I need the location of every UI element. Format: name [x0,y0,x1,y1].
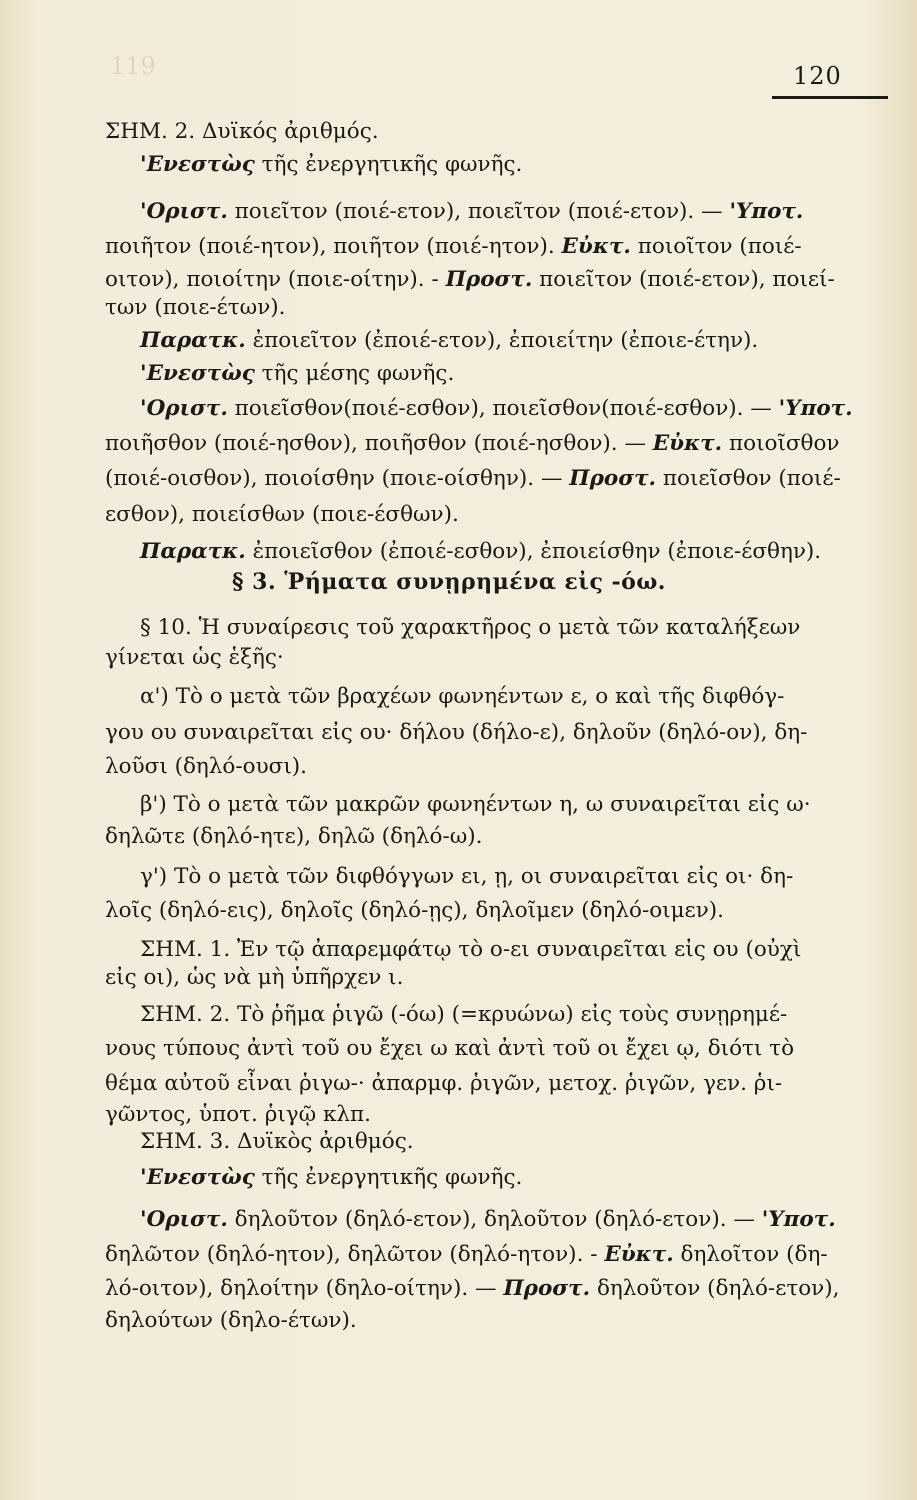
text-line [140,1127,890,1157]
line-text: δηλούτων (δηλο-έτων). [105,1308,357,1333]
bold-term: Παρατκ. [140,328,246,353]
bold-term: 'Υποτ. [729,199,804,224]
text-line [105,752,855,782]
bold-term: Παρατκ. [140,539,246,564]
line-text: δηλοῖτον (δη- [673,1242,828,1267]
line-text: ποιῆσθον (ποιέ-ησθον), ποιῆσθον (ποιέ-ησθον). — [105,431,653,456]
line-text: ἐποιεῖσθον (ἐποιέ-εσθον), ἐποιείσθην (ἐποιε-έσθην). [245,539,822,564]
line-text: γῶντος, ὑποτ. ῥιγῷ κλπ. [105,1102,372,1127]
bold-term: Εὐκτ. [561,234,631,259]
text-line [105,265,855,295]
line-text: ΣΗΜ. 2. Δυϊκός ἀριθμός. [105,119,379,144]
line-text: ποιεῖσθον (ποιέ- [656,466,841,491]
text-line [140,1000,890,1030]
line-text: δηλῶτε (δηλό-ητε), δηλῶ (δηλό-ω). [105,824,483,849]
text-line [105,718,855,748]
line-text: γίνεται ὡς ἑξῆς· [105,645,284,670]
line-text: ποιοῖτον (ποιέ- [630,234,802,259]
line-text: ποιεῖτον (ποιέ-ετον), ποιεί- [532,267,835,292]
text-line [105,822,855,852]
text-line [105,1034,855,1064]
text-line [105,464,855,494]
line-text: ΣΗΜ. 1. Ἐν τῷ ἀπαρεμφάτῳ τὸ ο-ει συναιρεῖται εἰς ου (οὐχὶ [140,937,802,962]
text-line [140,1163,890,1193]
section-heading: § 3. Ῥήματα συνῃρημένα εἰς -όω. [232,569,666,595]
line-text: οιτον), ποιοίτην (ποιε-οίτην). - [105,267,446,292]
bold-term: 'Ενεστὼς [140,1165,255,1190]
text-line [140,537,890,567]
bold-term: 'Οριστ. [140,1207,228,1232]
line-text: λοῦσι (δηλό-ουσι). [105,754,307,779]
line-text: δηλῶτον (δηλό-ητον), δηλῶτον (δηλό-ητον). - [105,1242,605,1267]
text-line [105,1306,855,1336]
bold-term: 'Ενεστὼς [140,152,255,177]
line-text: ποιῆτον (ποιέ-ητον), ποιῆτον (ποιέ-ητον). [105,234,562,259]
line-text: λό-οιτον), δηλοίτην (δηλο-οίτην). — [105,1276,504,1301]
line-text: εἰς οι), ὡς νὰ μὴ ὑπῆρχεν ι. [105,965,404,990]
text-line [140,394,890,424]
line-text: ποιοῖσθον [722,431,840,456]
line-text: νους τύπους ἀντὶ τοῦ ου ἔχει ω καὶ ἀντὶ τοῦ οι ἔχει ῳ, διότι τὸ [105,1036,795,1061]
bold-term: Προστ. [503,1276,591,1301]
line-text: ΣΗΜ. 3. Δυϊκὸς ἀριθμός. [140,1129,414,1154]
line-text: α') Τὸ ο μετὰ τῶν βραχέων φωνηέντων ε, ο καὶ τῆς διφθόγ- [140,684,785,709]
line-text: (ποιέ-οισθον), ποιοίσθην (ποιε-οίσθην). — [105,466,570,491]
bold-term: 'Οριστ. [140,199,228,224]
text-line [140,790,890,820]
line-text: δηλοῦτον (δηλό-ετον), δηλοῦτον (δηλό-ετον). — [227,1207,762,1232]
line-text: γ') Τὸ ο μετὰ τῶν διφθόγγων ει, ῃ, οι συναιρεῖται εἰς οι· δη- [140,864,794,889]
line-text: των (ποιε-έτων). [105,295,286,320]
bold-term: Προστ. [569,466,657,491]
text-line [105,1274,855,1304]
text-line [105,232,855,262]
text-line [105,1240,855,1270]
text-line [105,896,855,926]
line-text: τῆς ἐνεργητικῆς φωνῆς. [254,152,523,177]
bold-term: 'Υποτ. [778,396,853,421]
text-line [105,429,855,459]
show-through-page-number: 119 [110,52,156,80]
text-line [140,150,890,180]
line-text: εσθον), ποιείσθων (ποιε-έσθων). [105,502,459,527]
line-text: ἐποιεῖτον (ἐποιέ-ετον), ἐποιείτην (ἐποιε-έτην). [245,328,759,353]
text-line [140,613,890,643]
line-text: θέμα αὐτοῦ εἶναι ῥιγω-· ἀπαρμφ. ῥιγῶν, μετοχ. ῥιγῶν, γεν. ῥι- [105,1071,783,1096]
bold-term: Εὐκτ. [604,1242,674,1267]
bold-term: 'Ενεστὼς [140,361,255,386]
page-number-rule [772,96,888,99]
line-text: ποιεῖσθον(ποιέ-εσθον), ποιεῖσθον(ποιέ-εσθον). — [227,396,779,421]
text-line [105,500,855,530]
bold-term: Εὐκτ. [652,431,723,456]
line-text: τῆς ἐνεργητικῆς φωνῆς. [254,1165,523,1190]
text-line [105,1100,855,1130]
line-text: δηλοῦτον (δηλό-ετον), [590,1276,840,1301]
text-line [105,293,855,323]
text-line [105,1069,855,1099]
text-line [140,935,890,965]
text-line [105,117,855,147]
text-line [140,862,890,892]
text-line [140,682,890,712]
text-line [105,643,855,673]
line-text: τῆς μέσης φωνῆς. [254,361,455,386]
page-number: 120 [793,62,842,90]
line-text: ποιεῖτον (ποιέ-ετον), ποιεῖτον (ποιέ-ετον). — [227,199,730,224]
line-text: § 10. Ἡ συναίρεσις τοῦ χαρακτῆρος ο μετὰ τῶν καταλήξεων [140,615,801,640]
text-line [140,326,890,356]
text-line [140,1205,890,1235]
text-line [140,197,890,227]
line-text: λοῖς (δηλό-εις), δηλοῖς (δηλό-ῃς), δηλοῖμεν (δηλό-οιμεν). [105,898,724,923]
line-text: γου ου συναιρεῖται εἰς ου· δήλου (δήλο-ε), δηλοῦν (δηλό-ον), δη- [105,720,808,745]
text-line [105,963,855,993]
text-line [140,359,890,389]
bold-term: 'Υποτ. [761,1207,836,1232]
bold-term: Προστ. [445,267,533,292]
line-text: β') Τὸ ο μετὰ τῶν μακρῶν φωνηέντων η, ω συναιρεῖται εἰς ω· [140,792,811,817]
bold-term: 'Οριστ. [140,396,228,421]
line-text: ΣΗΜ. 2. Τὸ ῥῆμα ῥιγῶ (-όω) (=κρυώνω) εἰς τοὺς συνῃρημέ- [140,1002,788,1027]
